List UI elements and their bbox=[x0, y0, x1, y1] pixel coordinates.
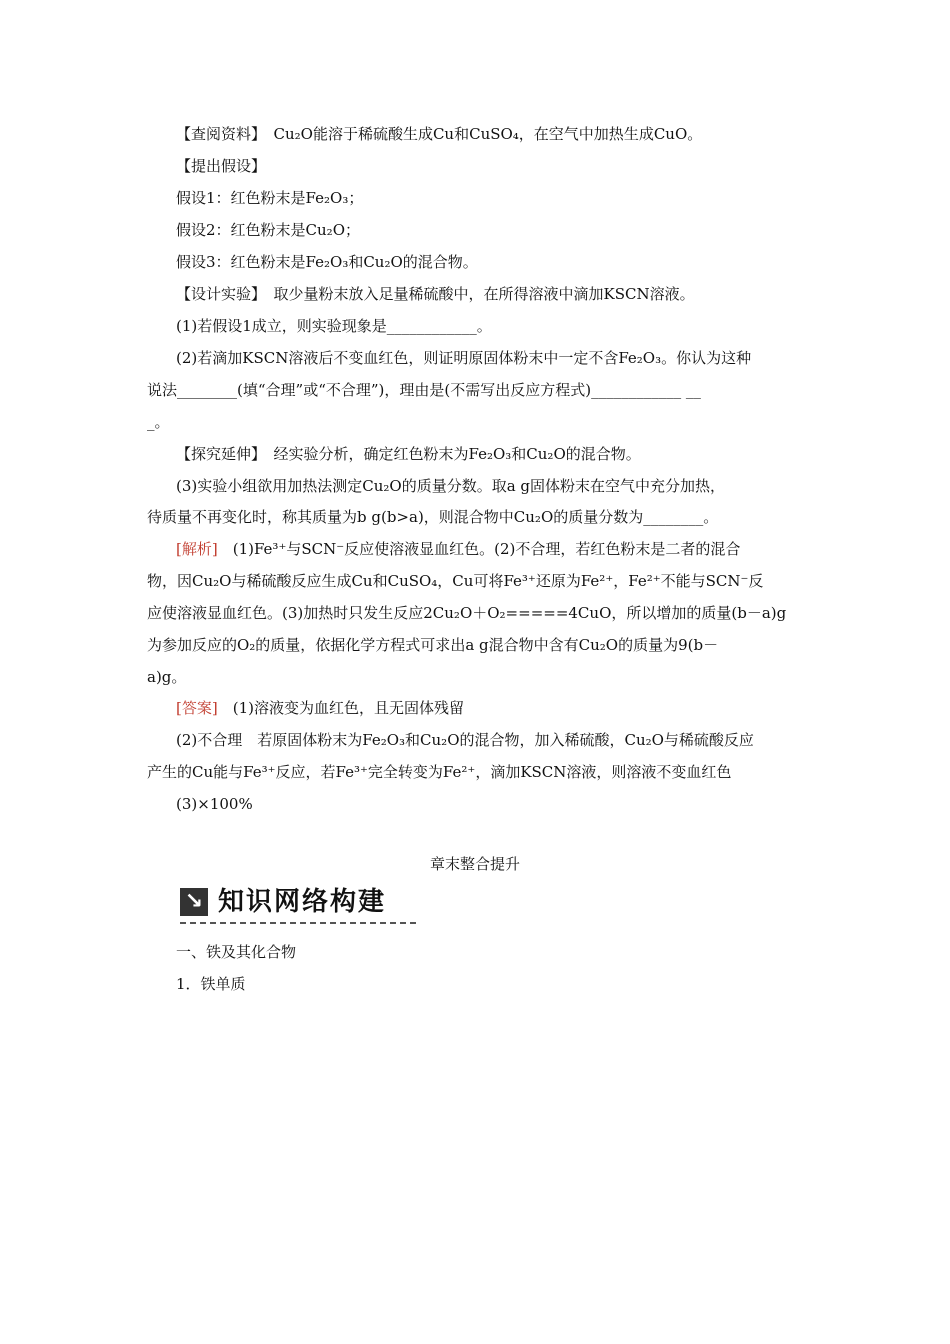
text-line: 为参加反应的O₂的质量，依据化学方程式可求出a g混合物中含有Cu₂O的质量为9(b－ bbox=[147, 636, 719, 654]
analysis-tag: [解析] bbox=[176, 540, 218, 558]
text-line: a)g。 bbox=[147, 668, 187, 686]
text-line: (2)若滴加KSCN溶液后不变血红色，则证明原固体粉末中一定不含Fe₂O₃。你认为这种 bbox=[176, 349, 752, 367]
text-line: 【探究延伸】 经实验分析，确定红色粉末为Fe₂O₃和Cu₂O的混合物。 bbox=[176, 445, 641, 463]
text-line: 物，因Cu₂O与稀硫酸反应生成Cu和CuSO₄，Cu可将Fe³⁺还原为Fe²⁺，Fe²⁺不能与SCN⁻反 bbox=[147, 572, 764, 590]
section-subheading: 1．铁单质 bbox=[176, 975, 246, 993]
answer-text: (1)溶液变为血红色，且无固体残留 bbox=[217, 699, 464, 717]
text-line: 应使溶液显血红色。(3)加热时只发生反应2Cu₂O＋O₂=====4CuO，所以增加的质量(b－a)g bbox=[147, 604, 787, 622]
text-line: (2)不合理 若原固体粉末为Fe₂O₃和Cu₂O的混合物，加入稀硫酸，Cu₂O与稀硫酸反应 bbox=[176, 731, 754, 749]
analysis-text: (1)Fe³⁺与SCN⁻反应使溶液显血红色。(2)不合理，若红色粉末是二者的混合 bbox=[217, 540, 741, 558]
answer-tag: [答案] bbox=[176, 699, 218, 717]
banner-underline bbox=[180, 922, 416, 924]
section-heading: 一、铁及其化合物 bbox=[176, 943, 297, 961]
text-line: 待质量不再变化时，称其质量为b g(b>a)，则混合物中Cu₂O的质量分数为________。 bbox=[147, 508, 719, 526]
arrow-right-icon: ↘ bbox=[180, 888, 208, 916]
text-line: 假设2：红色粉末是Cu₂O； bbox=[176, 221, 360, 239]
analysis-line bbox=[176, 538, 836, 560]
text-line: 说法________(填“合理”或“不合理”)，理由是(不需写出反应方程式)____________ __ bbox=[147, 381, 701, 399]
section-banner bbox=[180, 886, 416, 924]
text-line: 【查阅资料】 Cu₂O能溶于稀硫酸生成Cu和CuSO₄，在空气中加热生成CuO。 bbox=[176, 125, 703, 143]
text-line: (3)×100% bbox=[176, 795, 253, 813]
chapter-title: 章末整合提升 bbox=[429, 855, 520, 873]
text-line: (3)实验小组欲用加热法测定Cu₂O的质量分数。取a g固体粉末在空气中充分加热， bbox=[176, 477, 726, 495]
text-line: (1)若假设1成立，则实验现象是____________。 bbox=[176, 317, 492, 335]
text-line: 产生的Cu能与Fe³⁺反应，若Fe³⁺完全转变为Fe²⁺，滴加KSCN溶液，则溶液不变血红色 bbox=[147, 763, 732, 781]
text-line: 假设1：红色粉末是Fe₂O₃； bbox=[176, 189, 364, 207]
text-line: 【设计实验】 取少量粉末放入足量稀硫酸中，在所得溶液中滴加KSCN溶液。 bbox=[176, 285, 695, 303]
text-line: _。 bbox=[147, 413, 170, 431]
banner-title: 知识网络构建 bbox=[218, 887, 387, 917]
answer-line bbox=[176, 697, 836, 719]
text-line: 【提出假设】 bbox=[176, 157, 267, 175]
text-line: 假设3：红色粉末是Fe₂O₃和Cu₂O的混合物。 bbox=[176, 253, 478, 271]
